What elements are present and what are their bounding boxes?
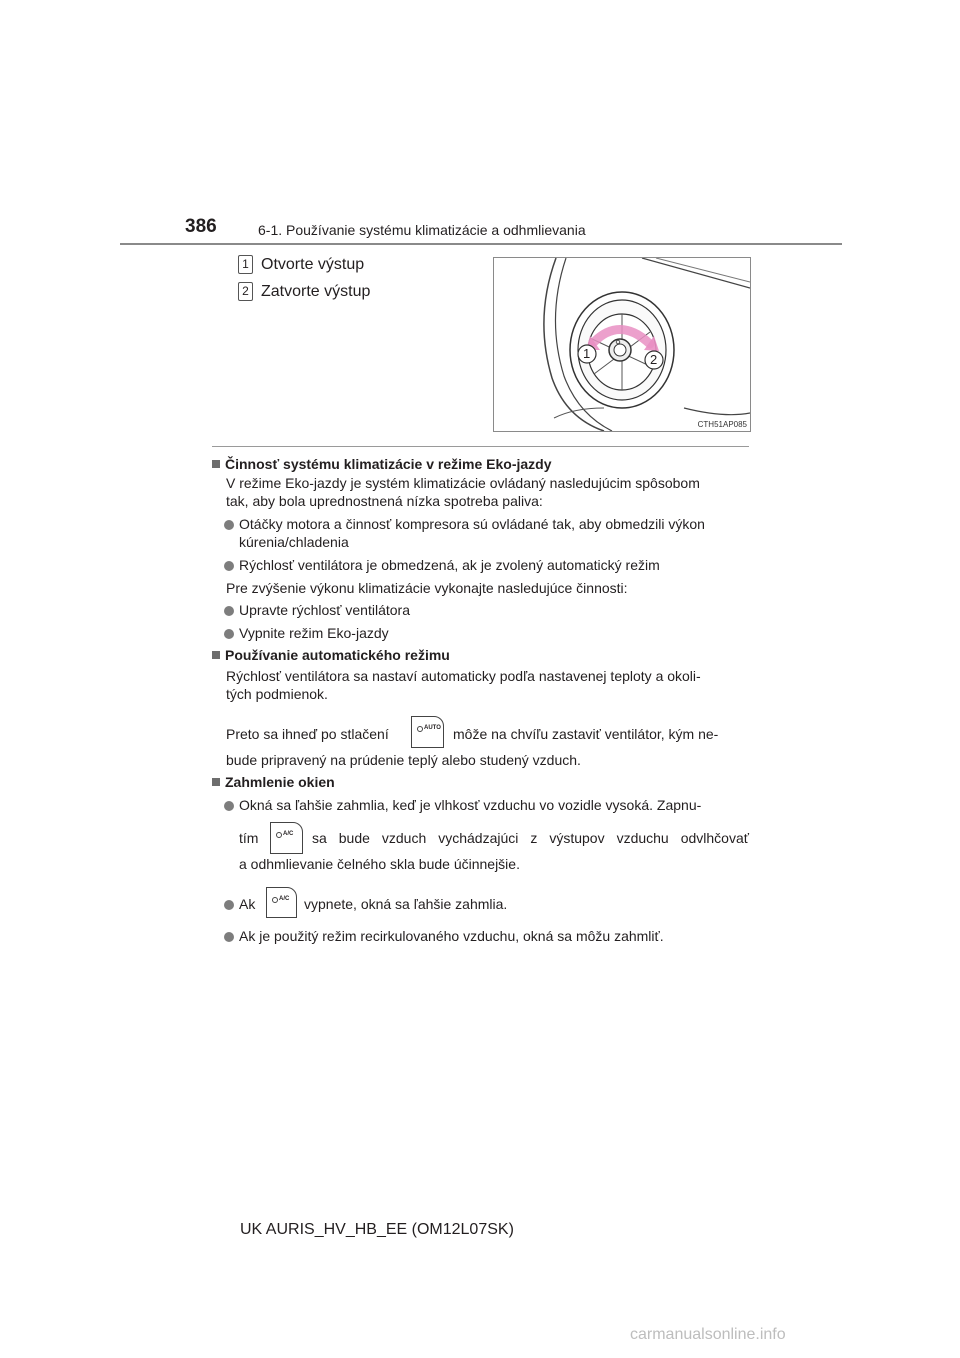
- section-separator: [212, 446, 749, 447]
- fog-bullet-3: Ak je použitý režim recirkulovaného vzduchu, okná sa môžu zahmliť.: [224, 927, 664, 945]
- fog-bullet-1-a: tím: [239, 830, 259, 846]
- fog-bullet-1: Okná sa ľahšie zahmlia, keď je vlhkosť vzduchu vo vozidle vysoká. Zapnu-: [224, 796, 701, 814]
- ac-button-icon: A/C: [270, 822, 303, 854]
- eco-heading: Činnosť systému klimatizácie v režime Eko-jazdy: [212, 455, 552, 473]
- legend-number: 2: [238, 282, 253, 301]
- bullet-dot-icon: [224, 561, 234, 571]
- bullet-dot-icon: [224, 629, 234, 639]
- header-rule: [120, 243, 842, 245]
- fog-bullet-2-b: vypnete, okná sa ľahšie zahmlia.: [304, 896, 508, 912]
- bullet-dot-icon: [224, 932, 234, 942]
- fog-bullet-2: Ak: [224, 895, 255, 913]
- eco-paragraph-line-1: V režime Eko-jazdy je systém klimatizácie ovládaný nasledujúcim spôsobom: [226, 475, 700, 491]
- callout-2-label: 2: [650, 352, 658, 367]
- eco-bullet-1-cont: kúrenia/chladenia: [239, 534, 349, 550]
- legend-item-1: [238, 255, 364, 274]
- auto-button-icon: AUTO: [411, 716, 444, 748]
- legend-item-2: [238, 282, 370, 301]
- eco-bullet-2: Rýchlosť ventilátora je obmedzená, ak je zvolený automatický režim: [224, 556, 660, 574]
- square-bullet-icon: [212, 778, 220, 786]
- page-number: 386: [185, 216, 217, 237]
- eco-bullet-4: Vypnite režim Eko-jazdy: [224, 624, 389, 642]
- fog-bullet-1-b: sa bude vzduch vychádzajúci z výstupov vzduchu odvlhčovať: [312, 830, 749, 846]
- watermark: carmanualsonline.info: [630, 1326, 786, 1343]
- auto-paragraph-2-a: Preto sa ihneď po stlačení: [226, 726, 389, 742]
- auto-heading: Používanie automatického režimu: [212, 646, 450, 664]
- ac-button-icon: A/C: [266, 887, 297, 918]
- bullet-dot-icon: [224, 606, 234, 616]
- auto-paragraph-line-2: tých podmienok.: [226, 686, 328, 702]
- legend-text: Zatvorte výstup: [261, 282, 371, 300]
- bullet-dot-icon: [224, 900, 234, 910]
- square-bullet-icon: [212, 460, 220, 468]
- bullet-dot-icon: [224, 520, 234, 530]
- eco-bullet-1: Otáčky motora a činnosť kompresora sú ovládané tak, aby obmedzili výkon: [224, 515, 705, 533]
- footer-model: UK AURIS_HV_HB_EE (OM12L07SK): [240, 1221, 514, 1238]
- legend-text: Otvorte výstup: [261, 255, 365, 273]
- eco-paragraph-line-2: tak, aby bola uprednostnená nízka spotreba paliva:: [226, 493, 543, 509]
- figure-code: CTH51AP085: [697, 420, 747, 429]
- eco-paragraph-2: Pre zvýšenie výkonu klimatizácie vykonajte nasledujúce činnosti:: [226, 580, 628, 596]
- auto-paragraph-2-b: môže na chvíľu zastaviť ventilátor, kým ne-: [453, 726, 719, 742]
- air-vent-drawing: [494, 258, 750, 431]
- bullet-dot-icon: [224, 801, 234, 811]
- air-vent-illustration: [493, 257, 751, 432]
- eco-bullet-3: Upravte rýchlosť ventilátora: [224, 601, 410, 619]
- chapter-title: 6-1. Používanie systému klimatizácie a odhmlievania: [258, 222, 586, 238]
- fog-heading: Zahmlenie okien: [212, 773, 335, 791]
- square-bullet-icon: [212, 651, 220, 659]
- legend-number: 1: [238, 255, 253, 274]
- callout-1-label: 1: [583, 346, 591, 361]
- fog-bullet-1-c: a odhmlievanie čelného skla bude účinnejšie.: [239, 856, 520, 872]
- auto-paragraph-line-1: Rýchlosť ventilátora sa nastaví automaticky podľa nastavenej teploty a okoli-: [226, 668, 701, 684]
- auto-paragraph-2-c: bude pripravený na prúdenie teplý alebo studený vzduch.: [226, 752, 581, 768]
